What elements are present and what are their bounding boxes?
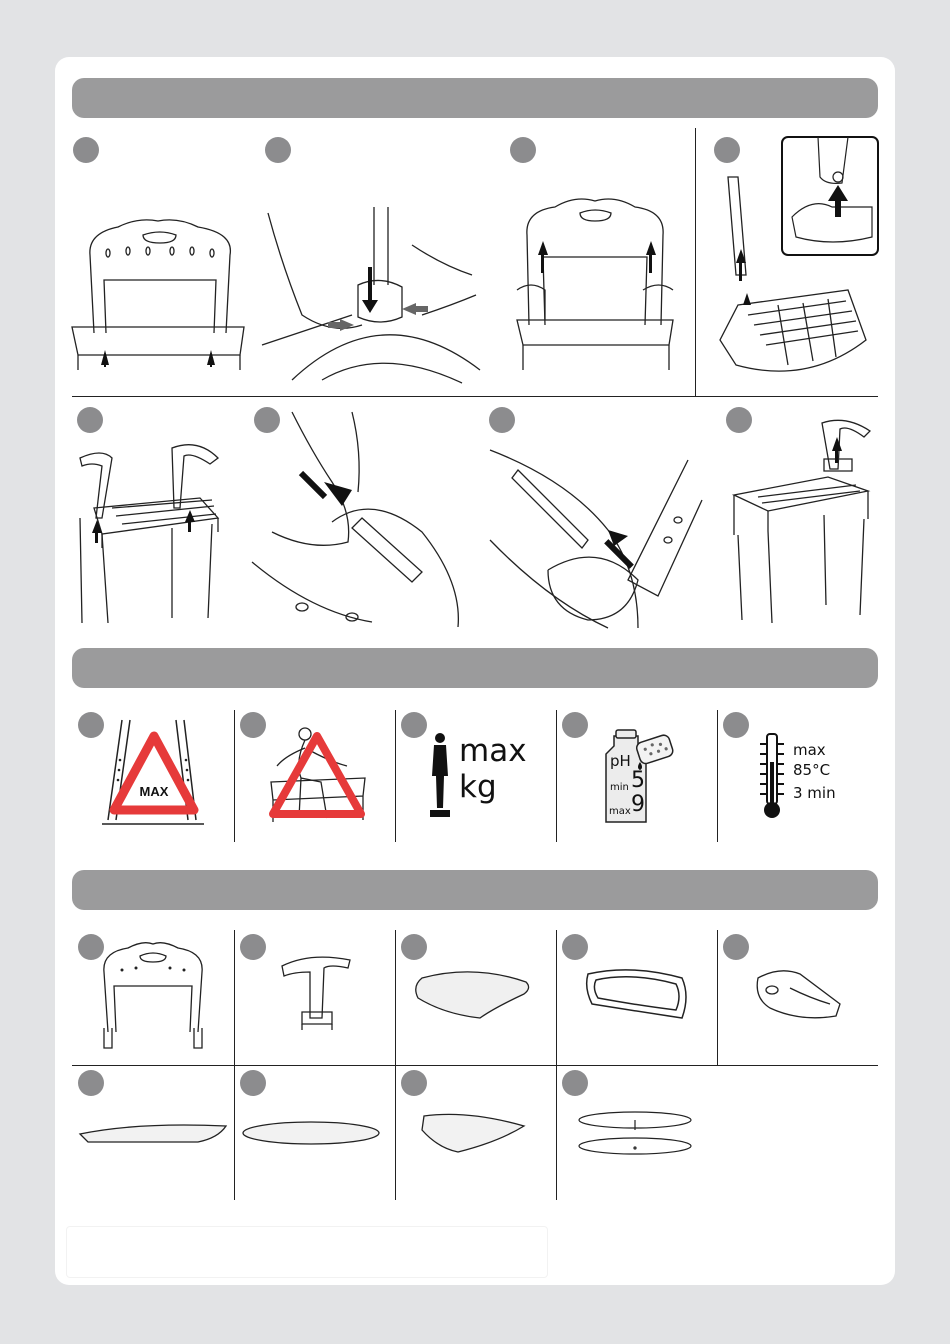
armrest-remove-illustration — [488, 420, 703, 628]
spare-disc-set — [575, 1110, 695, 1156]
part-marker-8 — [401, 1070, 427, 1096]
care-marker-5 — [723, 712, 749, 738]
spare-armrest — [280, 952, 352, 1032]
section-header-assembly — [72, 78, 878, 118]
no-standing-warning — [265, 722, 370, 827]
spare-insert-b — [241, 1120, 381, 1146]
section-header-spare-parts — [72, 870, 878, 910]
ph-min-label: min — [610, 782, 629, 793]
part-marker-9 — [562, 1070, 588, 1096]
assembly-row-divider — [72, 396, 878, 397]
part-marker-4 — [562, 934, 588, 960]
stool-illustration — [728, 415, 873, 627]
step-marker-3 — [510, 137, 536, 163]
frame-leg-illustration — [718, 175, 868, 385]
parts-divider-4 — [717, 930, 718, 1066]
spare-backrest — [98, 942, 208, 1052]
spare-insert-a — [78, 1122, 228, 1144]
ph-label: pH — [610, 752, 631, 770]
temp-value: 85°C — [793, 761, 831, 779]
care-divider-1 — [234, 710, 235, 842]
part-marker-7 — [240, 1070, 266, 1096]
ph-max-value: 9 — [631, 792, 645, 817]
max-height-warning — [100, 720, 205, 828]
leg-insert-illustration — [262, 205, 480, 385]
assembly-divider — [695, 128, 696, 396]
care-divider-3 — [556, 710, 557, 842]
spare-corner-pad — [418, 1112, 528, 1154]
max-label: max — [459, 733, 527, 769]
spare-tray — [582, 966, 692, 1022]
backrest-lock-illustration — [515, 195, 675, 370]
part-marker-3 — [401, 934, 427, 960]
part-marker-5 — [723, 934, 749, 960]
footer-note-box — [66, 1226, 548, 1278]
spare-seat-top — [414, 968, 532, 1020]
section-header-warnings — [72, 648, 878, 688]
max-sign-text: MAX — [139, 784, 169, 799]
step-marker-5 — [77, 407, 103, 433]
ph-max-label: max — [609, 806, 631, 817]
kg-label: kg — [459, 769, 497, 805]
part-marker-2 — [240, 934, 266, 960]
care-marker-3 — [401, 712, 427, 738]
step-marker-1 — [73, 137, 99, 163]
parts-row-divider — [72, 1065, 878, 1066]
temp-time: 3 min — [793, 784, 836, 802]
thermometer-icon — [760, 732, 784, 822]
care-marker-4 — [562, 712, 588, 738]
armrest-clip-press-illustration — [252, 412, 460, 627]
backrest-attach-illustration — [68, 215, 248, 370]
person-weight-icon — [428, 732, 452, 818]
ph-min-value: 5 — [631, 768, 645, 793]
care-divider-4 — [717, 710, 718, 842]
care-divider-2 — [395, 710, 396, 842]
armrest-insert-illustration — [72, 438, 222, 628]
care-marker-2 — [240, 712, 266, 738]
step-marker-2 — [265, 137, 291, 163]
step-marker-4 — [714, 137, 740, 163]
temp-max-label: max — [793, 741, 826, 759]
part-marker-6 — [78, 1070, 104, 1096]
spare-foot-cap — [750, 968, 842, 1022]
